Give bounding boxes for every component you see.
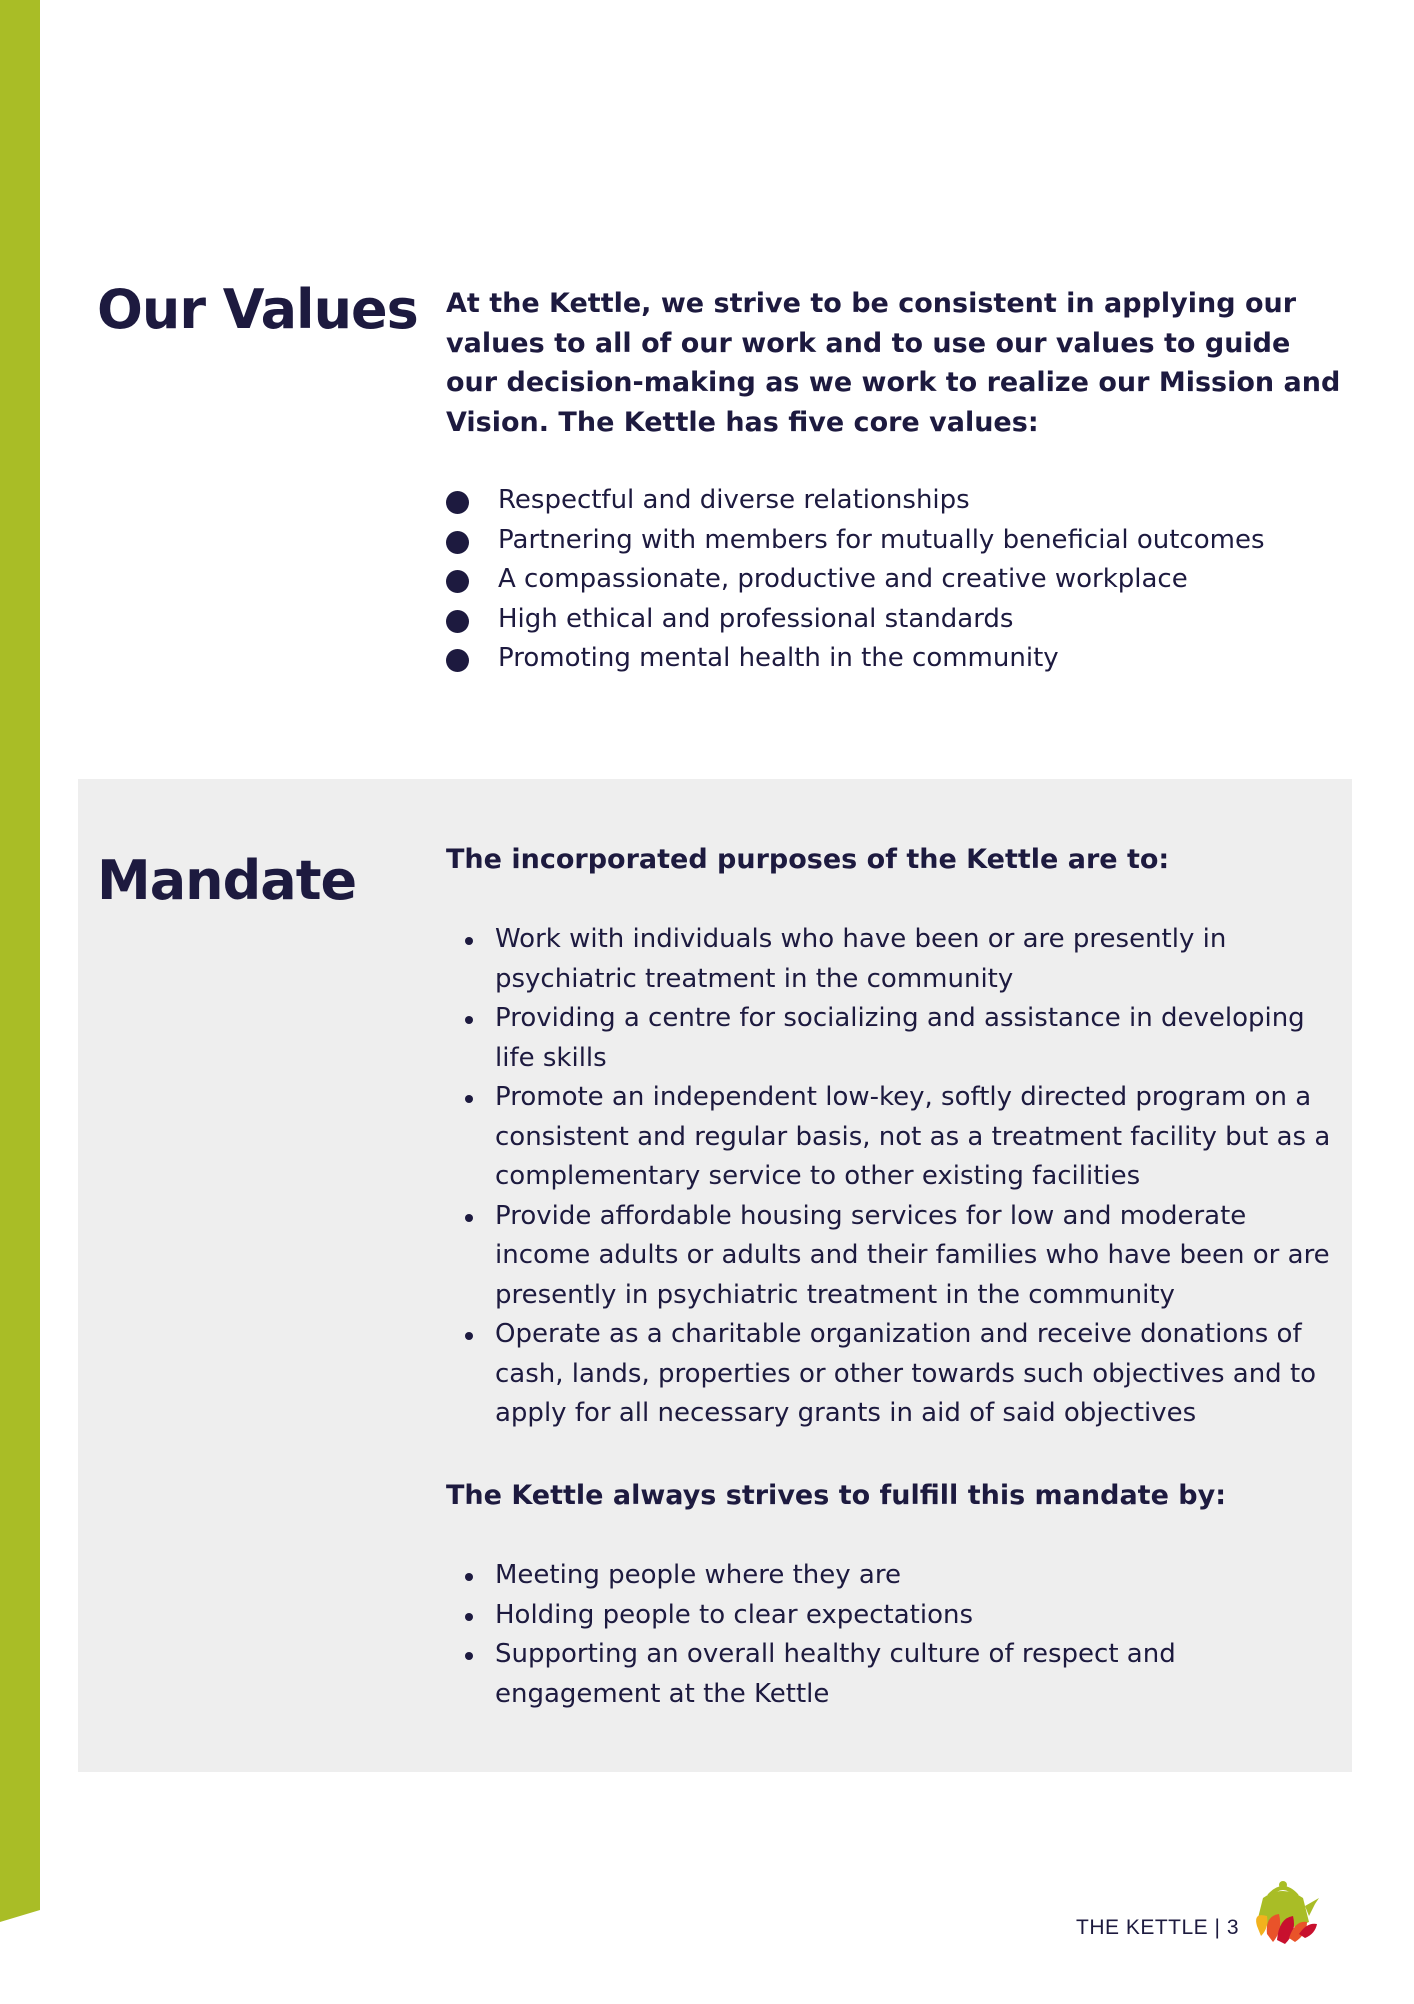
values-item-text: A compassionate, productive and creative workplace [498,564,1188,594]
bullet-icon [465,1332,473,1340]
bullet-icon [465,1095,473,1103]
values-item-text: Promoting mental health in the community [498,643,1059,673]
bullet-icon [465,1573,473,1581]
fulfill-text: Supporting an overall healthy culture of respect and engagement at the Kettle [495,1639,1176,1709]
list-item [446,1596,1346,1636]
values-list-item [446,560,1346,600]
purpose-text: Provide affordable housing services for low and moderate income adults or adults and their families who have been or are presently in psychiatric treatment in the community [495,1200,1330,1310]
list-item [446,1315,1346,1434]
fulfill-text: Holding people to clear expectations [495,1599,974,1630]
list-item [446,1556,1346,1596]
values-item-text: Respectful and diverse relationships [498,485,970,515]
list-item [446,1078,1346,1197]
mandate-intro: The incorporated purposes of the Kettle are to: [446,844,1170,875]
bullet-icon [465,1613,473,1621]
mandate-purposes-list [446,920,1346,1434]
list-item [446,920,1346,999]
bullet-icon [446,531,469,554]
purpose-text: Work with individuals who have been or are presently in psychiatric treatment in the community [495,924,1227,994]
bullet-icon [465,937,473,945]
bullet-icon [446,570,469,593]
values-item-text: High ethical and professional standards [498,603,1014,634]
purpose-text: Promote an independent low-key, softly directed program on a consistent and regular basis, not as a treatment facility but as a complementary service to other existing facilities [495,1082,1331,1191]
mandate-fulfill-list [446,1556,1346,1714]
bullet-icon [446,491,469,514]
accent-bar-shape [0,0,40,1922]
purpose-text: Providing a centre for socializing and assistance in developing life skills [495,1003,1305,1073]
bullet-icon [465,1214,473,1222]
fulfill-intro: The Kettle always strives to fulfill this mandate by: [446,1480,1227,1511]
values-list-item [446,521,1346,561]
values-heading: Our Values [97,278,418,341]
values-list [446,481,1346,679]
kettle-logo-icon [1243,1876,1323,1948]
list-item [446,999,1346,1078]
fulfill-text: Meeting people where they are [495,1560,901,1590]
page-footer: THE KETTLE | 3 [1076,1916,1239,1939]
bullet-icon [446,610,469,633]
values-intro: At the Kettle, we strive to be consistent in applying our values to all of our work and to use our values to guide our decision-making as we work to realize our Mission and Vision. The Kettle has five core values: [446,288,1341,438]
values-item-text: Partnering with members for mutually beneficial outcomes [498,524,1265,555]
list-item [446,1635,1346,1714]
mandate-heading: Mandate [97,849,357,912]
bullet-icon [465,1652,473,1660]
values-list-item [446,600,1346,640]
list-item [446,1197,1346,1316]
purpose-text: Operate as a charitable organization and receive donations of cash, lands, properties or other towards such objectives and to apply for all necessary grants in aid of said objectives [495,1319,1317,1428]
bullet-icon [465,1016,473,1024]
accent-sidebar-bar [0,0,40,2000]
values-list-item [446,481,1346,521]
values-list-item [446,639,1346,679]
bullet-icon [446,649,469,672]
